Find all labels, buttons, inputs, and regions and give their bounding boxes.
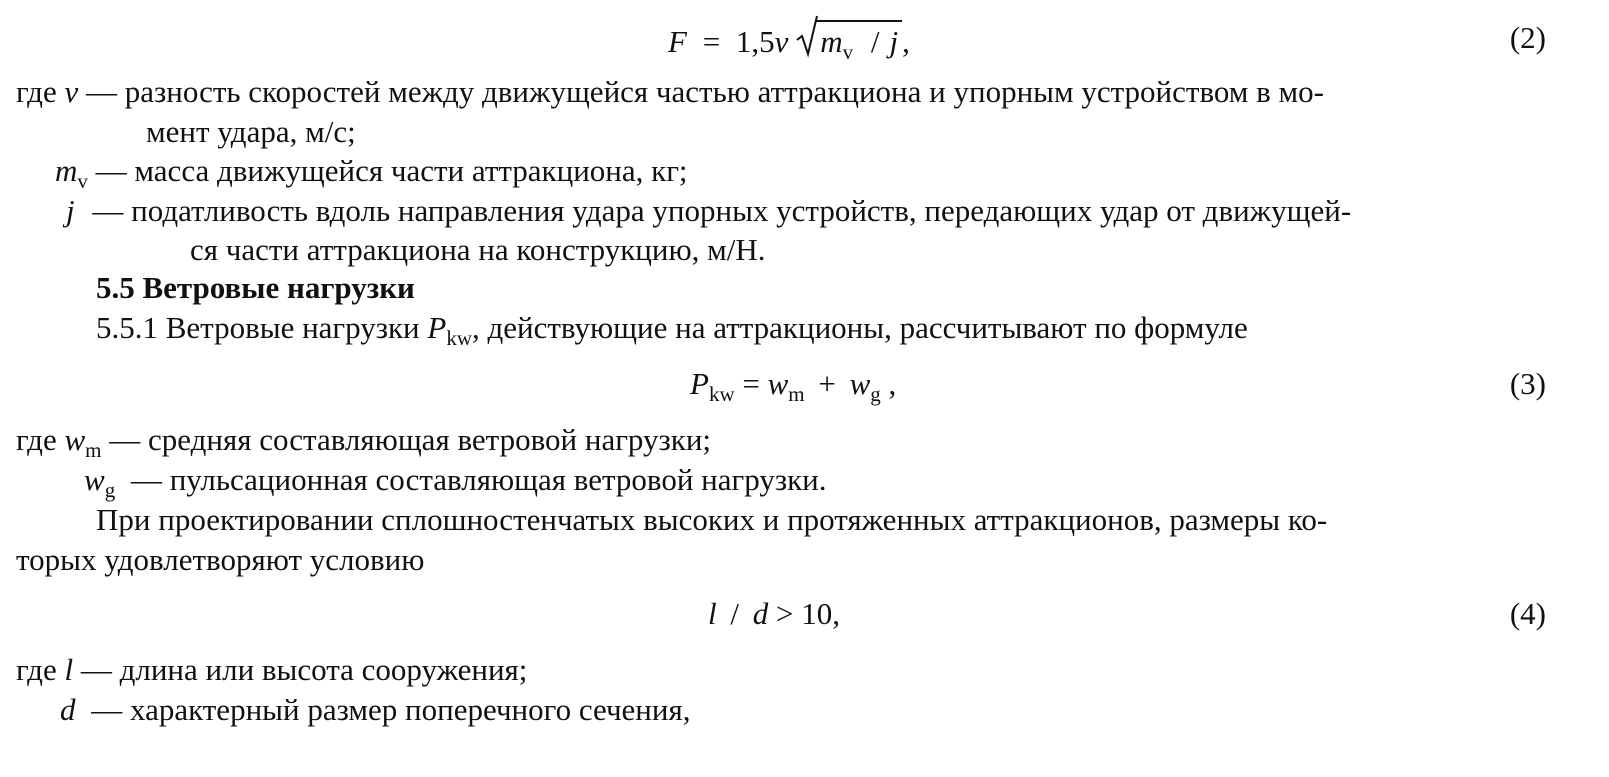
symbol-m-sub: v [77, 169, 88, 193]
definition-wg: — пульсационная составляющая ветровой нагрузки. [130, 462, 827, 497]
paragraph-prefix: 5.5.1 Ветровые нагрузки [96, 310, 420, 345]
formula-3-tail: , [888, 366, 897, 401]
formula-3-w2: w [849, 366, 871, 401]
symbol-wg: w [84, 462, 105, 497]
where-wm-line [16, 422, 712, 462]
formula-4-l: l [708, 596, 717, 631]
formula-2-tail: , [902, 24, 910, 59]
formula-3-plus: + [818, 366, 836, 401]
formula-4-d: d [752, 596, 769, 631]
definition-m: — масса движущейся части аттракциона, кг; [95, 153, 688, 188]
definition-v: — разность скоростей между движущейся частью аттракциона и упорным устройством в мо- [85, 74, 1324, 109]
where-label: где [16, 74, 57, 109]
symbol-p: P [427, 310, 447, 345]
formula-4-rest: > 10, [776, 596, 840, 631]
symbol-j: j [66, 193, 75, 228]
where-j-line [66, 193, 1351, 229]
symbol-d: d [60, 692, 76, 727]
symbol-p-sub: kw [446, 326, 472, 350]
where-d-line [60, 692, 690, 728]
paragraph-line-1: При проектировании сплошностенчатых высоких и протяженных аттракционов, размеры ко- [96, 502, 1328, 537]
definition-l: — длина или высота сооружения; [80, 652, 528, 687]
definition-wm: — средняя составляющая ветровой нагрузки; [109, 422, 712, 457]
where-v-line [16, 74, 1324, 110]
symbol-v: v [64, 74, 79, 109]
section-heading: 5.5 Ветровые нагрузки [96, 270, 415, 305]
formula-3-w1-sub: m [788, 382, 805, 406]
formula-2 [668, 20, 910, 64]
paragraph-line-2: торых удовлетворяют условию [16, 542, 425, 577]
formula-2-m: m [820, 24, 843, 59]
formula-2-v: v [774, 24, 789, 59]
formula-2-coef: 1,5 [735, 24, 775, 59]
formula-2-eq: = [702, 24, 721, 59]
where-l-line [16, 652, 527, 688]
formula-3-number: (3) [1509, 366, 1546, 401]
where-m-line [55, 153, 688, 193]
symbol-l: l [64, 652, 74, 687]
formula-4 [708, 596, 840, 632]
square-root [796, 20, 902, 64]
symbol-wm: w [64, 422, 86, 457]
formula-3 [690, 366, 897, 406]
symbol-wg-sub: g [104, 478, 116, 502]
formula-2-slash: / [870, 24, 880, 59]
formula-3-w1: w [767, 366, 789, 401]
radical-icon [796, 14, 818, 58]
paragraph-suffix: , действующие на аттракционы, рассчитывают по формуле [472, 310, 1248, 345]
section-paragraph [96, 310, 1248, 350]
where-label: где [16, 652, 57, 687]
symbol-m: m [55, 153, 78, 188]
formula-2-j: j [889, 24, 899, 59]
definition-d: — характерный размер поперечного сечения, [91, 692, 691, 727]
where-label: где [16, 422, 57, 457]
formula-3-eq: = [742, 366, 760, 401]
symbol-wm-sub: m [85, 438, 102, 462]
definition-j: — податливость вдоль направления удара упорных устройств, передающих удар от движущей- [92, 193, 1352, 228]
definition-v-continued: мент удара, м/с; [146, 114, 356, 149]
definition-j-continued: ся части аттракциона на конструкцию, м/Н. [190, 232, 766, 267]
formula-3-lhs: P [690, 366, 709, 401]
formula-4-number: (4) [1509, 596, 1546, 631]
where-wg-line [84, 462, 827, 502]
formula-2-lhs: F [668, 24, 687, 59]
formula-3-lhs-sub: kw [708, 382, 735, 406]
radicand [816, 20, 902, 64]
formula-4-slash: / [730, 596, 739, 631]
formula-2-m-sub: v [842, 40, 854, 64]
formula-3-w2-sub: g [870, 382, 881, 406]
formula-2-number: (2) [1509, 20, 1546, 55]
